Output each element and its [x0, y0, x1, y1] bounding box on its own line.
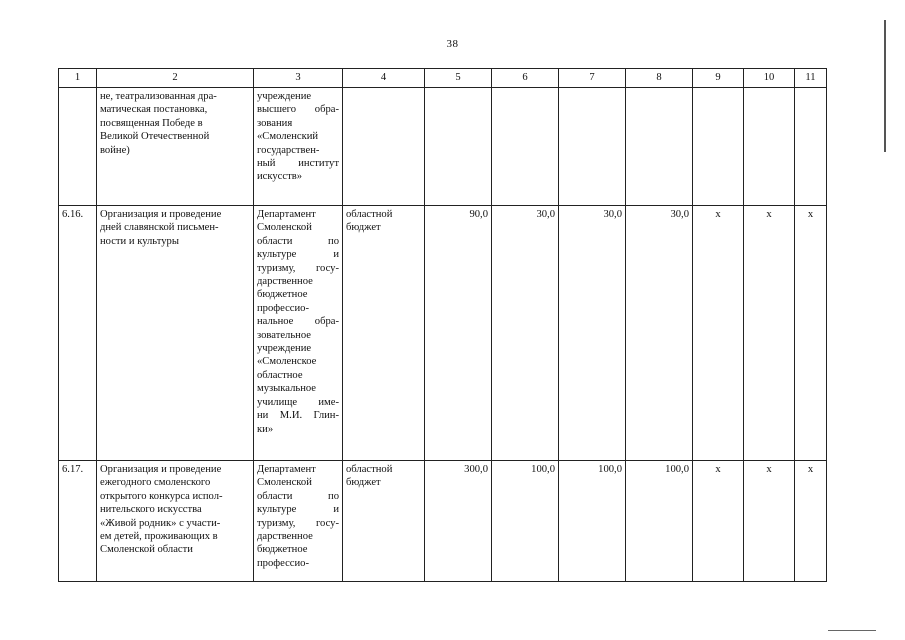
cell-text-line: войне)	[100, 144, 130, 156]
cell-text-line: нальное обра-	[257, 316, 339, 328]
cell-text-line: профессио-	[257, 302, 309, 314]
event-name-cell	[97, 206, 254, 461]
amount-cell	[626, 88, 693, 206]
scan-edge-line	[884, 20, 886, 152]
amount-cell: 100,0	[492, 461, 559, 582]
cell-text-line: учреждение	[257, 91, 312, 102]
funding-source-cell	[343, 88, 425, 206]
amount-cell: 30,0	[559, 206, 626, 461]
cell-text-line: областной	[346, 464, 393, 475]
cell-text-line: бюджетное	[257, 544, 308, 556]
mark-cell: х	[744, 206, 795, 461]
cell-text-line: ки»	[257, 423, 274, 435]
table-row	[59, 206, 827, 461]
amount-cell: 100,0	[559, 461, 626, 582]
column-header: 10	[744, 69, 795, 88]
cell-text-line: дарственное	[257, 276, 313, 288]
mark-cell	[795, 88, 827, 206]
cell-text-line: бюджетное	[257, 289, 308, 301]
cell-text-line: областной	[346, 209, 393, 220]
program-table	[58, 68, 827, 582]
row-index-cell: 6.17.	[59, 461, 97, 582]
cell-text-line: ности и культуры	[100, 235, 179, 247]
cell-text-line: «Смоленский	[257, 131, 319, 143]
column-header: 9	[693, 69, 744, 88]
cell-text-line: Организация и проведение	[100, 464, 222, 475]
cell-text-line: Смоленской	[257, 477, 312, 489]
executor-cell	[254, 206, 343, 461]
amount-cell: 90,0	[425, 206, 492, 461]
mark-cell	[693, 88, 744, 206]
cell-text-line: области по	[257, 490, 339, 502]
cell-text-line: нительского искусства	[100, 504, 202, 516]
column-header: 2	[97, 69, 254, 88]
funding-source-cell	[343, 206, 425, 461]
cell-text-line: зовательное	[257, 329, 311, 341]
executor-cell	[254, 88, 343, 206]
cell-text-line: культуре и	[257, 249, 339, 261]
column-header: 7	[559, 69, 626, 88]
scan-footer-line	[828, 630, 876, 631]
mark-cell: х	[693, 461, 744, 582]
cell-text-line: Смоленской	[257, 222, 312, 234]
amount-cell: 100,0	[626, 461, 693, 582]
amount-cell	[425, 88, 492, 206]
row-index-cell: 6.16.	[59, 206, 97, 461]
cell-text-line: Смоленской области	[100, 544, 193, 556]
cell-text-line: искусств»	[257, 171, 302, 183]
cell-text-line: ежегодного смоленского	[100, 477, 211, 489]
column-header: 3	[254, 69, 343, 88]
funding-source-cell	[343, 461, 425, 582]
cell-text-line: Департамент	[257, 464, 316, 475]
mark-cell: х	[795, 461, 827, 582]
cell-text-line: профессио-	[257, 557, 309, 569]
cell-text-line: музыкальное	[257, 383, 317, 395]
table-row	[59, 88, 827, 206]
cell-text-line: ни М.И. Глин-	[257, 410, 339, 422]
column-number-row	[59, 69, 827, 88]
cell-text-line: областное	[257, 369, 303, 381]
amount-cell	[559, 88, 626, 206]
cell-text-line: высшего обра-	[257, 104, 339, 116]
column-header: 4	[343, 69, 425, 88]
cell-text-line: туризму, госу-	[257, 262, 339, 274]
cell-text-line: бюджет	[346, 222, 381, 234]
executor-cell	[254, 461, 343, 582]
mark-cell: х	[744, 461, 795, 582]
column-header: 11	[795, 69, 827, 88]
amount-cell	[492, 88, 559, 206]
cell-text-line: «Смоленское	[257, 356, 317, 368]
cell-text-line: бюджет	[346, 477, 381, 489]
column-header: 1	[59, 69, 97, 88]
cell-text-line: ем детей, проживающих в	[100, 531, 218, 543]
event-name-cell	[97, 461, 254, 582]
column-header: 5	[425, 69, 492, 88]
cell-text-line: ный институт	[257, 158, 339, 170]
cell-text-line: открытого конкурса испол-	[100, 490, 223, 502]
cell-text-line: культуре и	[257, 504, 339, 516]
cell-text-line: учреждение	[257, 343, 312, 355]
row-index-cell	[59, 88, 97, 206]
mark-cell	[744, 88, 795, 206]
mark-cell: х	[693, 206, 744, 461]
amount-cell: 30,0	[626, 206, 693, 461]
cell-text-line: Департамент	[257, 209, 316, 220]
cell-text-line: дней славянской письмен-	[100, 222, 219, 234]
cell-text-line: зования	[257, 117, 293, 129]
cell-text-line: Великой Отечественной	[100, 131, 210, 143]
cell-text-line: туризму, госу-	[257, 517, 339, 529]
amount-cell: 30,0	[492, 206, 559, 461]
cell-text-line: дарственное	[257, 531, 313, 543]
cell-text-line: «Живой родник» с участи-	[100, 517, 221, 529]
cell-text-line: государствен-	[257, 144, 320, 156]
event-name-cell	[97, 88, 254, 206]
cell-text-line: училище име-	[257, 396, 339, 408]
cell-text-line: Организация и проведение	[100, 209, 222, 220]
cell-text-line: посвященная Победе в	[100, 117, 203, 129]
amount-cell: 300,0	[425, 461, 492, 582]
table-row	[59, 461, 827, 582]
page-number: 38	[446, 38, 459, 50]
column-header: 8	[626, 69, 693, 88]
cell-text-line: матическая постановка,	[100, 104, 208, 116]
mark-cell: х	[795, 206, 827, 461]
cell-text-line: не, театрализованная дра-	[100, 91, 217, 102]
cell-text-line: области по	[257, 235, 339, 247]
column-header: 6	[492, 69, 559, 88]
